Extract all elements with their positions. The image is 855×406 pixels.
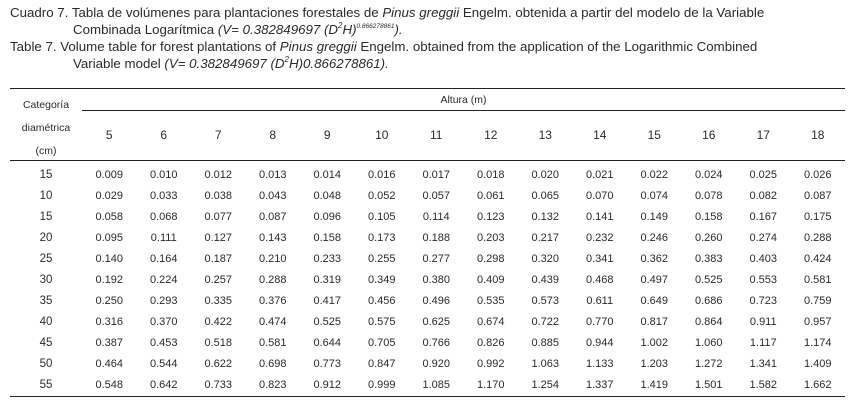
volume-cell: 1.170: [476, 379, 505, 392]
volume-cell: 1.337: [585, 379, 614, 392]
volume-cells: [82, 337, 845, 349]
volume-cell: 0.095: [95, 231, 124, 244]
column-header: 13: [538, 128, 552, 142]
column-header: 17: [756, 128, 770, 142]
volume-cell: 0.920: [422, 358, 451, 371]
formula-es-b: H): [342, 22, 357, 37]
volume-cell: 0.864: [694, 316, 723, 329]
volume-cell: 0.078: [694, 189, 723, 202]
caption-en-model-name: Variable model: [73, 56, 165, 71]
volume-cell: 0.912: [313, 379, 342, 392]
diameter-class-cell: 55: [39, 379, 53, 392]
table-row: [10, 291, 845, 312]
volume-cell: 0.496: [422, 295, 451, 308]
volume-cell: 1.582: [749, 379, 778, 392]
volume-cell: 0.766: [422, 337, 451, 350]
volume-cell: 0.143: [258, 231, 287, 244]
table-header-rule: [10, 160, 845, 161]
volume-cell: 0.288: [258, 274, 287, 287]
volume-cells: [82, 190, 845, 202]
volume-cell: 0.581: [258, 337, 287, 350]
column-header: 15: [647, 128, 661, 142]
column-header: 9: [323, 128, 331, 142]
volume-cell: 0.210: [258, 252, 287, 265]
volume-cell: 0.362: [640, 252, 669, 265]
column-headers: [82, 128, 845, 142]
column-header: 6: [160, 128, 168, 142]
volume-cell: 0.087: [803, 189, 832, 202]
volume-cell: 0.013: [258, 168, 287, 181]
volume-cell: 0.024: [694, 168, 723, 181]
volume-cell: 0.057: [422, 189, 451, 202]
volume-cell: 1.085: [422, 379, 451, 392]
table-row: [10, 185, 845, 206]
volume-cell: 0.409: [476, 274, 505, 287]
volume-cells: [82, 253, 845, 265]
column-header: 14: [593, 128, 607, 142]
table-bottom-rule: [10, 396, 845, 397]
table-row: [10, 375, 845, 396]
volume-cell: 0.298: [476, 252, 505, 265]
column-header: 7: [214, 128, 222, 142]
volume-cell: 0.733: [204, 379, 233, 392]
table-captions: [10, 4, 850, 72]
volume-cell: 0.944: [585, 337, 614, 350]
volume-cell: 0.773: [313, 358, 342, 371]
volume-cell: 0.422: [204, 316, 233, 329]
volume-cell: 0.387: [95, 337, 124, 350]
volume-cell: 0.625: [422, 316, 451, 329]
volume-cell: 0.052: [367, 189, 396, 202]
volume-cell: 0.548: [95, 379, 124, 392]
volume-cell: 0.260: [694, 231, 723, 244]
volume-cell: 0.232: [585, 231, 614, 244]
volume-cells: [82, 295, 845, 307]
formula-es-sup2: 2: [338, 20, 343, 30]
table-row: [10, 206, 845, 227]
volume-cell: 0.255: [367, 252, 396, 265]
volume-cell: 0.992: [476, 358, 505, 371]
formula-en-sup2: 2: [284, 54, 289, 64]
volume-cell: 0.017: [422, 168, 451, 181]
formula-es-c: ).: [394, 22, 403, 37]
volume-cell: 1.063: [531, 358, 560, 371]
table-row: [10, 354, 845, 375]
volume-cell: 0.642: [149, 379, 178, 392]
volume-cell: 0.723: [749, 295, 778, 308]
volume-cell: 1.203: [640, 358, 669, 371]
formula-en-b: H)0.866278861).: [289, 56, 389, 71]
volume-cell: 0.817: [640, 316, 669, 329]
volume-cell: 0.140: [95, 252, 124, 265]
volume-cell: 0.320: [531, 252, 560, 265]
volume-cell: 0.722: [531, 316, 560, 329]
diameter-class-cell: 15: [39, 168, 53, 181]
caption-es-line2: [10, 21, 850, 38]
table-top-rule: [10, 88, 845, 89]
diameter-class-cell: 15: [39, 210, 53, 223]
table-row: [10, 248, 845, 269]
volume-cells: [82, 274, 845, 286]
volume-cell: 1.419: [640, 379, 669, 392]
altura-header-rule: [82, 110, 845, 111]
volume-cells: [82, 358, 845, 370]
volume-cell: 0.686: [694, 295, 723, 308]
volume-cell: 0.674: [476, 316, 505, 329]
volume-cell: 0.026: [803, 168, 832, 181]
volume-cell: 0.380: [422, 274, 451, 287]
volume-cell: 0.553: [749, 274, 778, 287]
caption-es-formula: [218, 22, 403, 37]
volume-cell: 0.439: [531, 274, 560, 287]
volume-cells: [82, 232, 845, 244]
caption-es-text: Cuadro 7. Tabla de volúmenes para plantaciones forestales de: [10, 5, 383, 20]
volume-cell: 0.535: [476, 295, 505, 308]
volume-cell: 1.174: [803, 337, 832, 350]
column-header: 5: [105, 128, 113, 142]
volume-cell: 0.224: [149, 274, 178, 287]
volume-cell: 0.257: [204, 274, 233, 287]
volume-cell: 0.043: [258, 189, 287, 202]
volume-cell: 0.192: [95, 274, 124, 287]
volume-cell: 0.123: [476, 210, 505, 223]
volume-cell: 0.288: [803, 231, 832, 244]
volume-cell: 0.293: [149, 295, 178, 308]
diameter-class-cell: 25: [39, 252, 53, 265]
row-header-line-2: diamétrica: [21, 122, 71, 134]
volume-cell: 0.068: [149, 210, 178, 223]
volume-cell: 0.403: [749, 252, 778, 265]
volume-cell: 0.022: [640, 168, 669, 181]
volume-cell: 0.468: [585, 274, 614, 287]
volume-cell: 0.187: [204, 252, 233, 265]
volume-cell: 0.999: [367, 379, 396, 392]
caption-en-line2: [10, 55, 850, 72]
volume-cell: 0.038: [204, 189, 233, 202]
volume-cell: 0.082: [749, 189, 778, 202]
volume-cell: 1.501: [694, 379, 723, 392]
diameter-class-cell: 35: [39, 295, 53, 308]
volume-cell: 0.033: [149, 189, 178, 202]
volume-cell: 0.048: [313, 189, 342, 202]
volume-cell: 0.573: [531, 295, 560, 308]
caption-es-species: Pinus greggii: [382, 5, 460, 20]
volume-cell: 0.020: [531, 168, 560, 181]
volume-cell: 0.424: [803, 252, 832, 265]
volume-cell: 0.149: [640, 210, 669, 223]
volume-cell: 0.335: [204, 295, 233, 308]
volume-cell: 0.203: [476, 231, 505, 244]
volume-cell: 0.018: [476, 168, 505, 181]
volume-cell: 1.002: [640, 337, 669, 350]
volume-cell: 0.649: [640, 295, 669, 308]
volume-cell: 0.705: [367, 337, 396, 350]
volume-cell: 1.662: [803, 379, 832, 392]
column-header: 12: [484, 128, 498, 142]
volume-cell: 0.525: [694, 274, 723, 287]
column-header: 11: [430, 128, 443, 142]
volume-cell: 0.474: [258, 316, 287, 329]
volume-cell: 0.074: [640, 189, 669, 202]
volume-cell: 0.581: [803, 274, 832, 287]
formula-es-a: (V= 0.382849697 (D: [217, 22, 339, 37]
volume-cell: 0.096: [313, 210, 342, 223]
volume-cell: 0.021: [585, 168, 614, 181]
diameter-class-cell: 10: [39, 189, 53, 202]
volume-cell: 0.518: [204, 337, 233, 350]
column-header: 16: [702, 128, 716, 142]
volume-cell: 0.158: [313, 231, 342, 244]
volume-cell: 0.417: [313, 295, 342, 308]
volume-cell: 0.217: [531, 231, 560, 244]
volume-cell: 0.383: [694, 252, 723, 265]
volume-cell: 0.644: [313, 337, 342, 350]
formula-en-a: (V= 0.382849697 (D: [164, 56, 285, 71]
table-row: [10, 333, 845, 354]
volume-cell: 0.349: [367, 274, 396, 287]
volume-cell: 0.575: [367, 316, 396, 329]
table-body: [10, 164, 845, 396]
volume-cell: 1.060: [694, 337, 723, 350]
volume-cell: 0.029: [95, 189, 124, 202]
volume-cell: 0.277: [422, 252, 451, 265]
volume-cell: 0.158: [694, 210, 723, 223]
volume-cells: [82, 316, 845, 328]
volume-cell: 0.009: [95, 168, 124, 181]
caption-english: [10, 38, 850, 72]
diameter-class-cell: 50: [39, 358, 53, 371]
volume-cell: 0.611: [586, 295, 614, 308]
volume-cell: 0.070: [585, 189, 614, 202]
column-header: 8: [269, 128, 277, 142]
volume-cell: 0.885: [531, 337, 560, 350]
volume-cell: 1.117: [749, 337, 777, 350]
volume-cell: 0.823: [258, 379, 287, 392]
volume-cell: 0.132: [531, 210, 560, 223]
volume-cell: 0.250: [95, 295, 124, 308]
volume-cell: 0.246: [640, 231, 669, 244]
volume-cells: [82, 169, 845, 181]
volume-cell: 0.456: [367, 295, 396, 308]
volume-cell: 1.409: [803, 358, 832, 371]
caption-en-text-2: Engelm. obtained from the application of the Logarithmic Combined: [356, 39, 758, 54]
volume-cell: 0.105: [367, 210, 396, 223]
volume-cell: 0.016: [367, 168, 396, 181]
column-header: 18: [811, 128, 825, 142]
volume-cell: 0.957: [803, 316, 832, 329]
caption-en-formula: [164, 56, 388, 71]
volume-cell: 1.341: [749, 358, 778, 371]
table-row: [10, 164, 845, 185]
volume-cell: 0.525: [313, 316, 342, 329]
table-row: [10, 269, 845, 290]
row-header-line-3: (cm): [35, 145, 57, 157]
volume-cell: 0.173: [367, 231, 396, 244]
volume-cell: 0.167: [749, 210, 778, 223]
volume-cell: 0.698: [258, 358, 287, 371]
diameter-class-cell: 45: [39, 337, 53, 350]
caption-en-species: Pinus greggii: [279, 39, 357, 54]
volume-cell: 0.759: [803, 295, 832, 308]
volume-cell: 0.376: [258, 295, 287, 308]
volume-cell: 0.025: [749, 168, 778, 181]
diameter-class-cell: 30: [39, 274, 53, 287]
volume-cell: 0.826: [476, 337, 505, 350]
diameter-class-cell: 40: [39, 316, 53, 329]
caption-en-text: Table 7. Volume table for forest plantations of: [10, 39, 280, 54]
volume-cell: 0.065: [531, 189, 560, 202]
volume-cell: 0.622: [204, 358, 233, 371]
volume-cell: 0.010: [149, 168, 178, 181]
volume-cells: [82, 379, 845, 391]
volume-cell: 0.497: [640, 274, 669, 287]
volume-cell: 0.087: [258, 210, 287, 223]
volume-cell: 1.272: [694, 358, 723, 371]
volume-cell: 0.233: [313, 252, 342, 265]
volume-cell: 0.175: [803, 210, 832, 223]
row-header: [10, 94, 82, 163]
volume-cell: 0.061: [476, 189, 505, 202]
volume-cell: 0.058: [95, 210, 124, 223]
volume-cell: 0.164: [149, 252, 178, 265]
volume-cell: 0.847: [367, 358, 396, 371]
formula-es-exponent: 0.866278861: [356, 22, 395, 30]
group-header-altura: Altura (m): [440, 94, 487, 106]
volume-cell: 0.341: [585, 252, 614, 265]
volume-cell: 0.911: [749, 316, 777, 329]
volume-cell: 0.111: [150, 231, 177, 244]
column-header: 10: [375, 128, 389, 142]
row-header-line-1: Categoría: [22, 99, 70, 111]
volume-cell: 1.133: [585, 358, 614, 371]
volume-cell: 0.127: [204, 231, 233, 244]
volume-cell: 0.464: [95, 358, 124, 371]
volume-cell: 0.114: [422, 210, 450, 223]
volume-cell: 1.254: [531, 379, 560, 392]
table-row: [10, 227, 845, 248]
caption-es-text-2: Engelm. obtenida a partir del modelo de la Variable: [459, 5, 765, 20]
volume-cells: [82, 211, 845, 223]
volume-cell: 0.370: [149, 316, 178, 329]
volume-cell: 0.453: [149, 337, 178, 350]
volume-cell: 0.077: [204, 210, 233, 223]
volume-cell: 0.141: [585, 210, 614, 223]
volume-cell: 0.012: [204, 168, 233, 181]
volume-cell: 0.770: [585, 316, 614, 329]
volume-cell: 0.188: [422, 231, 451, 244]
volume-cell: 0.274: [749, 231, 778, 244]
volume-cell: 0.544: [149, 358, 178, 371]
diameter-class-cell: 20: [39, 231, 53, 244]
volume-cell: 0.014: [313, 168, 342, 181]
volume-cell: 0.319: [313, 274, 342, 287]
table-row: [10, 312, 845, 333]
caption-es-model-name: Combinada Logarítmica: [73, 22, 218, 37]
caption-spanish: [10, 4, 850, 38]
volume-cell: 0.316: [95, 316, 124, 329]
